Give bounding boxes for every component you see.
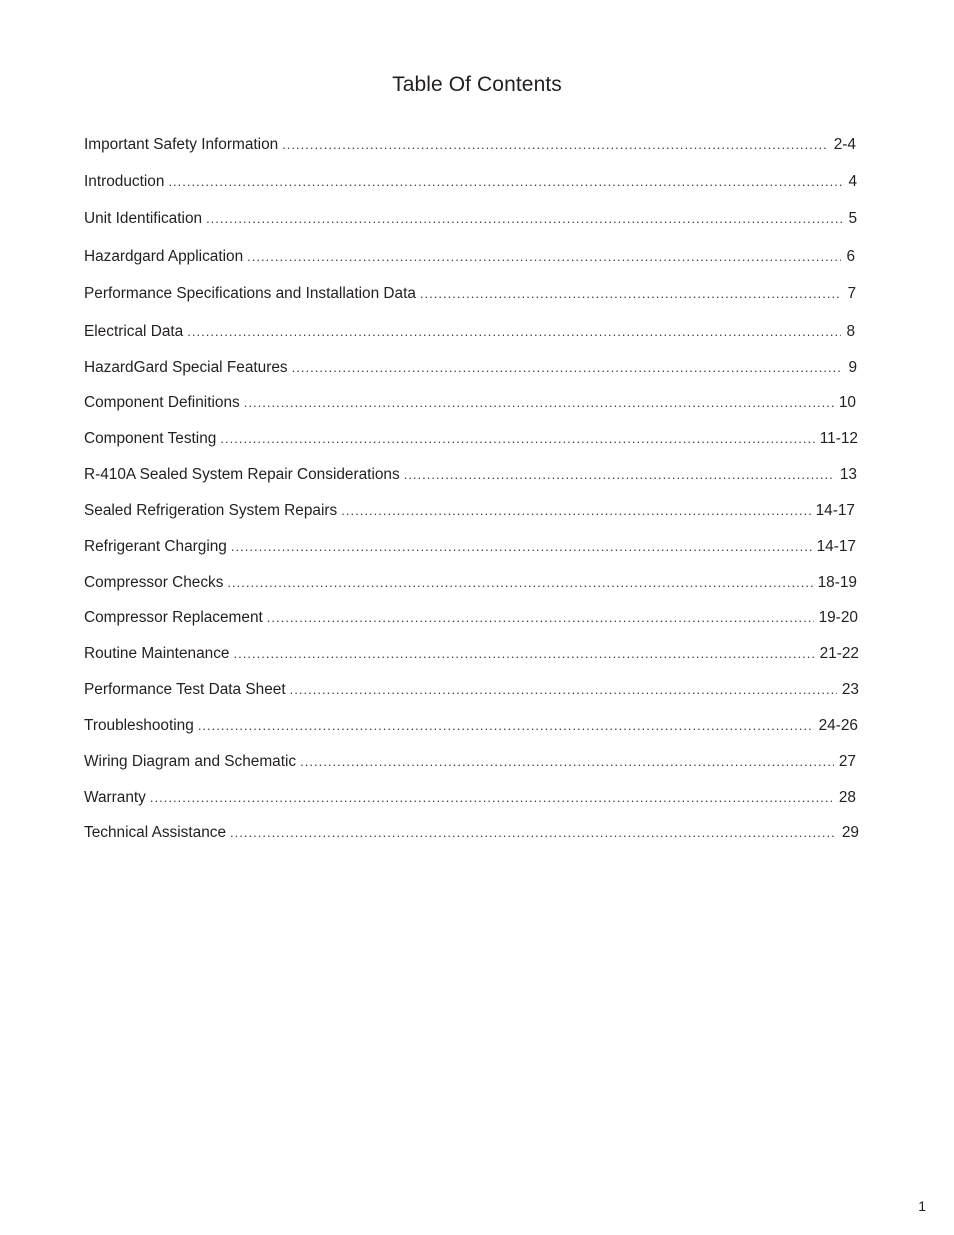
toc-entry-title: Troubleshooting [84,717,194,734]
toc-entry-title: Performance Test Data Sheet [84,681,286,698]
toc-entry-title: Hazardgard Application [84,248,244,265]
toc-entry-page: 27 [838,753,856,770]
toc-entry-performance-specifications[interactable] [84,285,856,303]
toc-dot-leader [282,136,829,154]
toc-dot-leader [206,210,843,228]
toc-entry-title: Unit Identification [84,210,203,227]
toc-dot-leader [168,173,843,191]
toc-dot-leader [404,466,835,484]
toc-entry-technical-assistance[interactable] [84,824,859,842]
toc-entry-page: 18-19 [817,574,857,591]
toc-entry-page: 28 [838,789,856,806]
toc-entry-page: 14-17 [816,538,856,555]
toc-entry-page: 24-26 [818,717,858,734]
toc-entry-hazardgard-application[interactable] [84,248,855,266]
toc-dot-leader [420,285,843,303]
toc-entry-title: Warranty [84,789,146,806]
toc-entry-compressor-checks[interactable] [84,574,857,592]
toc-entry-electrical-data[interactable] [84,323,855,341]
toc-entry-unit-identification[interactable] [84,210,857,228]
toc-entry-page: 10 [838,394,856,411]
toc-dot-leader [290,681,837,699]
toc-entry-refrigerant-charging[interactable] [84,538,856,556]
toc-entry-component-definitions[interactable] [84,394,856,412]
toc-entry-page: 29 [841,824,859,841]
toc-dot-leader [231,538,812,556]
toc-entry-page: 2-4 [833,136,856,153]
toc-entry-title: Electrical Data [84,323,184,340]
toc-dot-leader [230,824,837,842]
toc-dot-leader [244,394,834,412]
toc-entry-title: Wiring Diagram and Schematic [84,753,297,770]
toc-entry-title: HazardGard Special Features [84,359,288,376]
toc-entry-title: Component Testing [84,430,217,447]
toc-entry-compressor-replacement[interactable] [84,609,858,627]
toc-entry-title: Sealed Refrigeration System Repairs [84,502,338,519]
toc-entry-hazardgard-special-features[interactable] [84,359,857,377]
toc-dot-leader [187,323,841,341]
toc-entry-page: 13 [839,466,857,483]
toc-entry-page: 21-22 [819,645,859,662]
toc-entry-page: 8 [846,323,855,340]
toc-entry-title: Technical Assistance [84,824,227,841]
toc-entry-title: Performance Specifications and Installation Data [84,285,416,302]
toc-entry-title: Compressor Checks [84,574,224,591]
toc-entry-page: 7 [847,285,856,302]
toc-dot-leader [300,753,834,771]
toc-entry-title: Introduction [84,173,165,190]
toc-entry-page: 4 [848,173,857,190]
toc-entry-page: 19-20 [818,609,858,626]
toc-entry-component-testing[interactable] [84,430,858,448]
toc-entry-title: Component Definitions [84,394,240,411]
toc-entry-r410a-sealed-system[interactable] [84,466,857,484]
toc-entry-wiring-diagram[interactable] [84,753,856,771]
toc-entry-title: Refrigerant Charging [84,538,227,555]
toc-dot-leader [247,248,841,266]
toc-entry-page: 6 [846,248,855,265]
toc-entry-page: 14-17 [815,502,855,519]
toc-entry-title: Routine Maintenance [84,645,230,662]
toc-dot-leader [267,609,814,627]
toc-entry-troubleshooting[interactable] [84,717,858,735]
toc-entry-page: 11-12 [819,430,858,447]
toc-entry-routine-maintenance[interactable] [84,645,859,663]
toc-dot-leader [227,574,812,592]
toc-dot-leader [292,359,844,377]
toc-entry-performance-test-data-sheet[interactable] [84,681,859,699]
toc-entry-page: 23 [841,681,859,698]
toc-entry-page: 5 [848,210,857,227]
page-title: Table Of Contents [392,73,562,96]
toc-dot-leader [150,789,834,807]
toc-entry-title: Important Safety Information [84,136,279,153]
toc-dot-leader [341,502,810,520]
page-number: 1 [918,1198,926,1214]
toc-entry-sealed-refrigeration-repairs[interactable] [84,502,855,520]
toc-entry-title: Compressor Replacement [84,609,263,626]
toc-entry-page: 9 [848,359,857,376]
toc-entry-warranty[interactable] [84,789,856,807]
toc-dot-leader [233,645,814,663]
toc-entry-introduction[interactable] [84,173,857,191]
toc-dot-leader [198,717,814,735]
toc-entry-important-safety-information[interactable] [84,136,856,154]
toc-entry-title: R-410A Sealed System Repair Considerations [84,466,400,483]
toc-dot-leader [220,430,814,448]
